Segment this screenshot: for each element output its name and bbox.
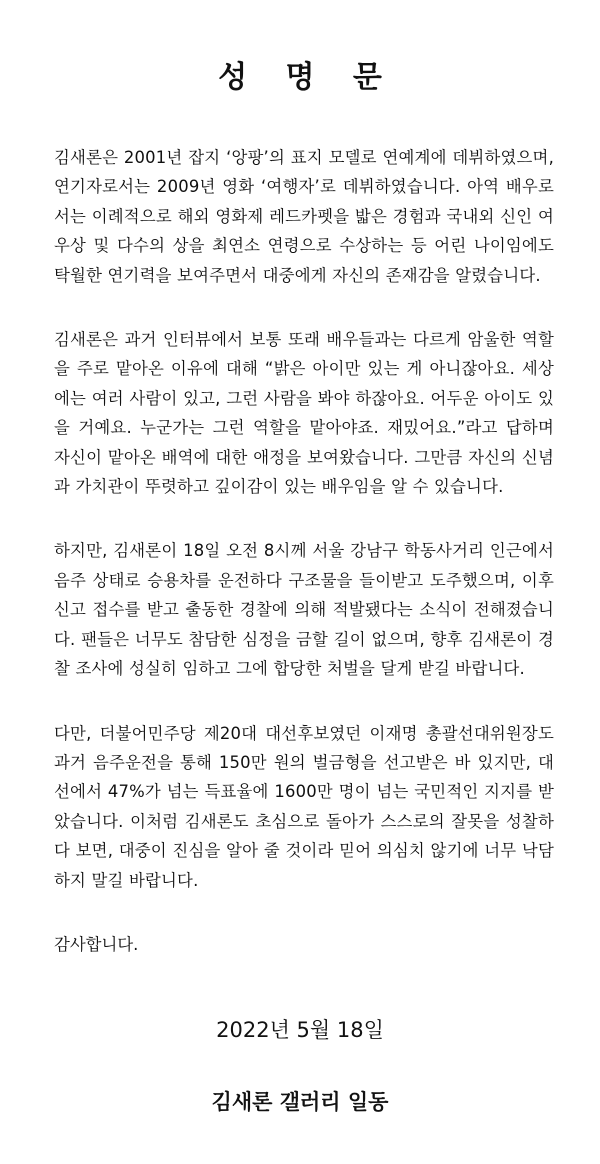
closing-line: 감사합니다. (54, 934, 139, 954)
document-title: 성 명 문 (218, 60, 396, 95)
paragraph-career: 김새론은 2001년 잡지 ‘앙팡’의 표지 모델로 연예계에 데뷔하였으며, 연기자로서는 2009년 영화 ‘여행자’로 데뷔하였습니다. 아역 배우로서는 이례적으로 해외 영화제 레드카펫을 밟은 경험과 국내외 신인 여우상 및 다수의 상을 최연소 연령으로 수상하는 등 어린 나이임에도 탁월한 연기력을 보여주면서 대중에게 자신의 존재감을 알렸습니다. (54, 148, 554, 285)
statement-body (54, 143, 554, 959)
paragraph-interview: 김새론은 과거 인터뷰에서 보통 또래 배우들과는 다르게 암울한 역할을 주로 맡아온 이유에 대해 “밝은 아이만 있는 게 아니잖아요. 세상에는 여러 사람이 있고, 그런 사람을 봐야 하잖아요. 어두운 아이도 있을 거예요. 누군가는 그런 역할을 맡아야죠. 재밌어요.”라고 답하며 자신이 맡아온 배역에 대한 애정을 보여왔습니다. 그만큼 자신의 신념과 가치관이 뚜렷하고 깊이감이 있는 배우임을 알 수 있습니다. (54, 330, 554, 497)
statement-signature: 김새론 갤러리 일동 (211, 1090, 389, 1114)
paragraph-incident: 하지만, 김새론이 18일 오전 8시께 서울 강남구 학동사거리 인근에서 음주 상태로 승용차를 운전하다 구조물을 들이받고 도주했으며, 이후 신고 접수를 받고 출동한 경찰에 의해 적발됐다는 소식이 전해졌습니다. 팬들은 너무도 참담한 심정을 금할 길이 없으며, 향후 김새론이 경찰 조사에 성실히 임하고 그에 합당한 처벌을 달게 받길 바랍니다. (54, 541, 554, 679)
paragraph-encouragement: 다만, 더불어민주당 제20대 대선후보였던 이재명 총괄선대위원장도 과거 음주운전을 통해 150만 원의 벌금형을 선고받은 바 있지만, 대선에서 47%가 넘는 득표율에 1600만 명이 넘는 국민적인 지지를 받았습니다. 이처럼 김새론도 초심으로 돌아가 스스로의 잘못을 성찰하다 보면, 대중이 진심을 알아 줄 것이라 믿어 의심치 않기에 너무 낙담하지 말길 바랍니다. (54, 723, 554, 890)
statement-date: 2022년 5월 18일 (216, 1018, 384, 1042)
